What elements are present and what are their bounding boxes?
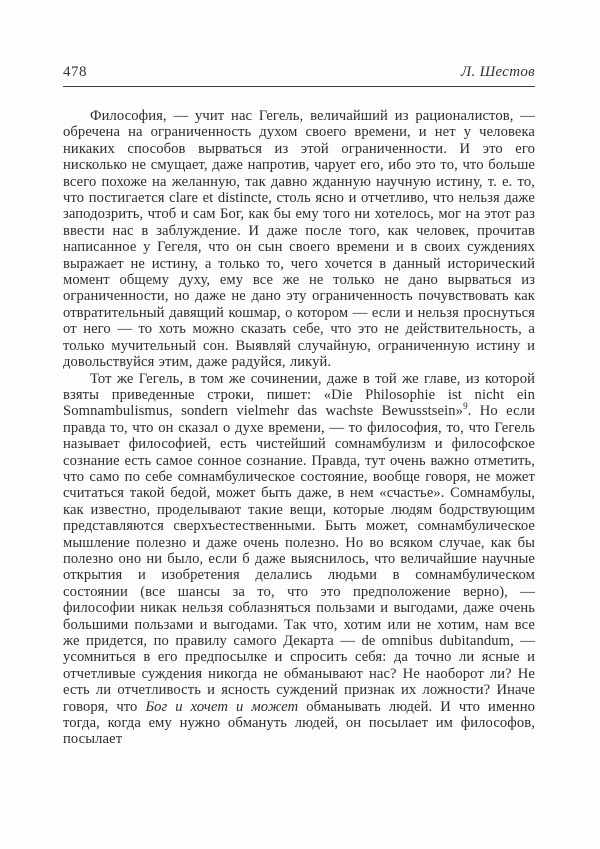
emphasized-phrase: Бог и хочет и может bbox=[145, 698, 299, 715]
paragraph-2-text-middle: . Но если правда то, что он сказал о духе времени, — то философия, то, что Гегель называет философией, есть чистейший сомнамбулизм и философское сознание есть самое сонное сознание. Правда, тут очень важно отметить, что само по себе сомнамбулическое состояние, вообще говоря, не может считаться такой бедой, может быть даже, в нем «счастье». Сомнамбулы, как известно, проделывают такие вещи, которые людям бодрствующим представляются сверхъестественными. Быть может, сомнамбулическое мышление полезно и даже очень полезно. Но во всяком случае, как бы полезно оно ни было, если б даже выяснилось, что величайшие научные открытия и изобретения делались людьми в сомнамбулическом состоянии (все шансы за то, что это предположение верно), — философии никак нельзя соблазняться пользами и выгодами, даже очень большими пользами и выгодами. Так что, хотим или не хотим, нам все же придется, по правилу самого Декарта — de omnibus dubitandum, — усомниться в его предпосылке и спросить себя: да точно ли ясные и отчетливые суждения никогда не обманывают нас? Не наоборот ли? Не есть ли отчетливость и ясность суждений признак их ложности? Иначе говоря, что bbox=[63, 403, 535, 715]
paragraph-2-text-end: обманывать людей. И что именно тогда, когда ему нужно обмануть людей, он посылает им философов, посылает bbox=[63, 698, 535, 748]
paragraph-1-text: Философия, — учит нас Гегель, величайший из рационалистов, — обречена на ограниченность духом своего времени, и нет у человека никаких способов вырваться из этой ограниченности. И это его нисколько не смущает, даже напротив, чарует его, ибо это то, что больше всего похоже на желанную, так давно жданную научную истину, т. е. то, что постигается clare et distincte, столь ясно и отчетливо, что нельзя даже заподозрить, чтоб и сам Бог, как бы ему того ни хотелось, мог на этот раз ввести нас в заблуждение. И даже после того, как человек, прочитав написанное у Гегеля, что он сын своего времени и в своих суждениях выражает не истину, а только то, чего хочется в данный исторический момент общему духу, ему все же не только не дано вырваться из ограниченности, но даже не дано эту ограниченность почувствовать как отвратительный давящий кошмар, о котором — если и нельзя проснуться от него — то хоть можно сказать себе, что это не действительность, а только мучительный сон. Выявляй случайную, ограниченную истину и довольствуйся этим, даже радуйся, ликуй. bbox=[63, 108, 535, 371]
body-text bbox=[63, 108, 535, 748]
page-content bbox=[63, 64, 535, 748]
footnote-marker: 9 bbox=[463, 401, 468, 412]
page-number: 478 bbox=[63, 64, 87, 80]
paragraph-1 bbox=[63, 108, 535, 371]
paragraph-2-text-before-footnote: Тот же Гегель, в том же сочинении, даже в той же главе, из которой взяты приведенные строки, пишет: «Die Philosophie ist nicht ein Somnambulismus, sondern vielmehr das wachste Bewusstsein» bbox=[63, 370, 535, 420]
running-head-author: Л. Шестов bbox=[461, 64, 535, 80]
paragraph-2 bbox=[63, 371, 535, 748]
running-header bbox=[63, 64, 535, 87]
